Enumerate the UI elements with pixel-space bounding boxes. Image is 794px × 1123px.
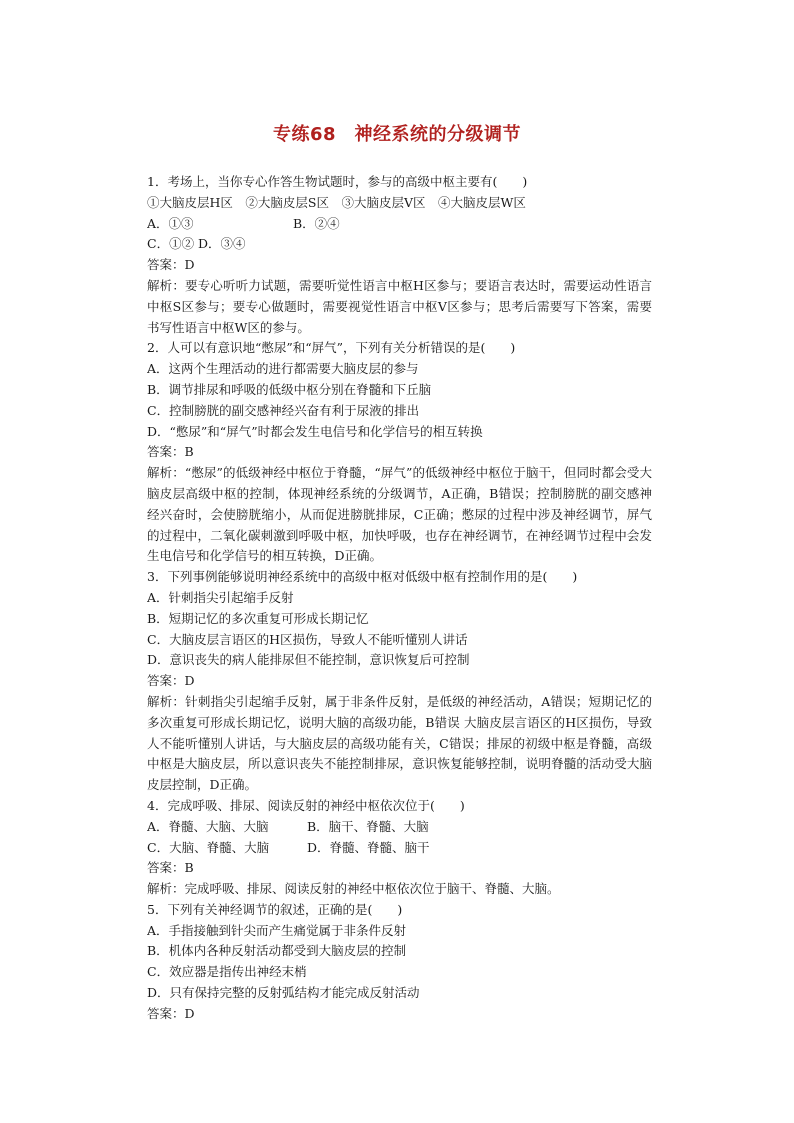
q5-option-d: D．只有保持完整的反射弧结构才能完成反射活动: [147, 985, 420, 1001]
q4-options-cd: [147, 838, 652, 859]
q1-option-b: B．②④: [293, 215, 340, 231]
q3-option-d: D．意识丧失的病人能排尿但不能控制，意识恢复后可控制: [147, 652, 470, 668]
q5-stem: 5．下列有关神经调节的叙述，正确的是( ): [147, 901, 403, 917]
q4-analysis: 解析：完成呼吸、排尿、阅读反射的神经中枢依次位于脑干、脊髓、大脑。: [147, 881, 560, 897]
q4-answer: 答案：B: [147, 860, 194, 876]
q3-option-b: B．短期记忆的多次重复可形成长期记忆: [147, 610, 369, 626]
q5-option-b: B．机体内各种反射活动都受到大脑皮层的控制: [147, 943, 407, 959]
q1-stem: 1．考场上，当你专心作答生物试题时，参与的高级中枢主要有( ): [147, 174, 528, 189]
q4-option-c: C．大脑、脊髓、大脑: [147, 839, 270, 855]
q2-option-a: A．这两个生理活动的进行都需要大脑皮层的参与: [147, 361, 419, 377]
q2-option-c: C．控制膀胱的副交感神经兴奋有利于尿液的排出: [147, 402, 420, 418]
q3-analysis: 解析：针刺指尖引起缩手反射，属于非条件反射，是低级的神经活动，A错误；短期记忆的多次重复可形成长期记忆，说明大脑的高级功能，B错误 大脑皮层言语区的H区损伤，导致人不能听懂别人讲话，与大脑皮层的高级功能有关，C错误；排尿的初级中枢是脊髓，高级中枢是大脑皮层，所以意识丧失不能控制排尿，意识恢复能够控制，说明脊髓的活动受大脑皮层控制，D正确。: [147, 693, 652, 793]
q5-option-c: C．效应器是指传出神经末梢: [147, 964, 307, 980]
q4-option-d: D．脊髓、脊髓、脑干: [307, 839, 430, 855]
q2-answer: 答案：B: [147, 444, 194, 460]
q1-option-a: A．①③: [147, 215, 194, 231]
q2-stem: 2．人可以有意识地“憋尿”和“屏气”，下列有关分析错误的是( ): [147, 340, 516, 356]
q1-analysis: 解析：要专心听听力试题，需要听觉性语言中枢H区参与；要语言表达时，需要运动性语言中枢S区参与；要专心做题时，需要视觉性语言中枢V区参与；思考后需要写下答案，需要书写性语言中枢W区的参与。: [147, 277, 652, 335]
q3-stem: 3．下列事例能够说明神经系统中的高级中枢对低级中枢有控制作用的是( ): [147, 569, 578, 585]
q5-answer: 答案：D: [147, 1005, 195, 1021]
page-title: 专练68 神经系统的分级调节: [272, 124, 522, 145]
q3-option-a: A．针刺指尖引起缩手反射: [147, 589, 294, 605]
q4-stem: 4．完成呼吸、排尿、阅读反射的神经中枢依次位于( ): [147, 797, 465, 813]
q2-option-b: B．调节排尿和呼吸的低级中枢分别在脊髓和下丘脑: [147, 381, 432, 397]
q4-option-a: A．脊髓、大脑、大脑: [147, 818, 269, 834]
question-list: [147, 172, 652, 1025]
q1-options-cd: C．①② D．③④: [147, 236, 246, 252]
q4-option-b: B．脑干、脊髓、大脑: [307, 818, 429, 834]
q2-analysis: 解析：“憋尿”的低级神经中枢位于脊髓，“屏气”的低级神经中枢位于脑干，但同时都会受大脑皮层高级中枢的控制，体现神经系统的分级调节，A正确，B错误；控制膀胱的副交感神经兴奋时，会使膀胱缩小，从而促进膀胱排尿，C正确；憋尿的过程中涉及神经调节，屏气的过程中，二氧化碳刺激到呼吸中枢，加快呼吸，也存在神经调节，在神经调节过程中会发生电信号和化学信号的相互转换，D正确。: [147, 465, 652, 564]
q1-options-ab: [147, 214, 652, 235]
q1-items: ①大脑皮层H区 ②大脑皮层S区 ③大脑皮层V区 ④大脑皮层W区: [147, 194, 526, 210]
q5-option-a: A．手指接触到针尖而产生痛觉属于非条件反射: [147, 922, 407, 938]
q3-answer: 答案：D: [147, 673, 195, 689]
q2-option-d: D．“憋尿”和“屏气”时都会发生电信号和化学信号的相互转换: [147, 423, 483, 439]
q4-options-ab: [147, 817, 652, 838]
q1-answer: 答案：D: [147, 257, 195, 273]
q3-option-c: C．大脑皮层言语区的H区损伤，导致人不能听懂别人讲话: [147, 631, 468, 647]
